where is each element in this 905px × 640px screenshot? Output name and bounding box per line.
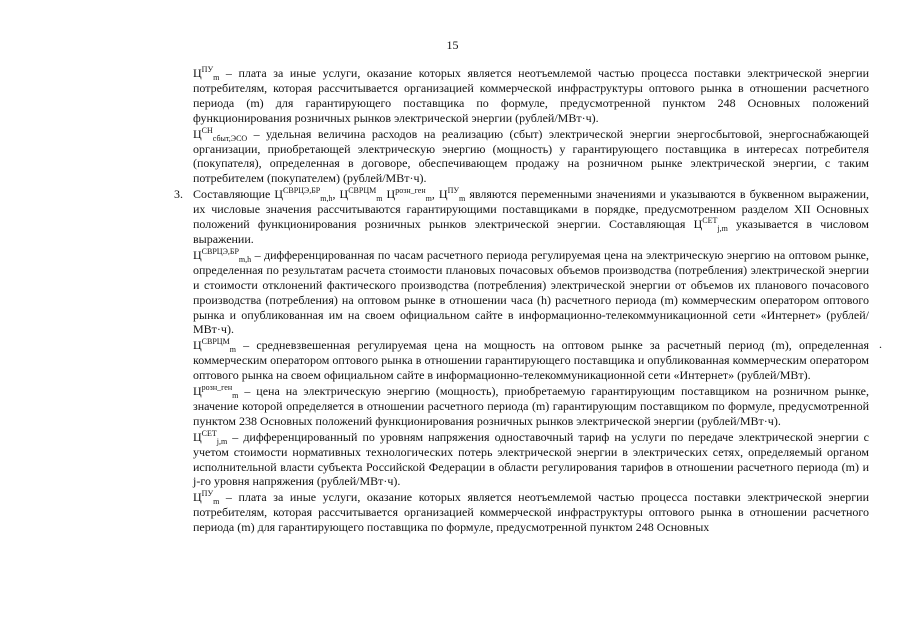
page-number: 15 bbox=[446, 38, 459, 52]
definition-text: – дифференцированная по часам расчетного периода регулируемая цена на электрическую энергию на оптовом рынке, определенная по результатам расчета стоимости плановых почасовых объемов производства (потребления) электрической энергии и стоимости отклонений фактического производства (потребления) электрической энергии от объемов их планового почасового производства (потребления) на оптовом рынке в отношении часа (h) расчетного периода (m) коммерческим оператором оптового рынка и опубликованная им на своем официальном сайте в информационно-телекоммуникационной сети «Интернет» (рублей/МВт·ч). bbox=[193, 247, 869, 337]
definition-paragraph-set bbox=[193, 430, 869, 490]
definition-paragraph-svrcz bbox=[193, 248, 869, 337]
symbol-c-rozn: $Ц^{розн\_ген}_m$ bbox=[386, 186, 432, 204]
item-text: являются переменными значениями и указываются в буквенном выражении, их числовые значения рассчитываются гарантирующими поставщиками в порядке, предусмотренном разделом XII Основных положений функционирования розничных рынков электрической энергии. Составляющая bbox=[193, 187, 869, 232]
symbol-c-svrcz: $Ц^{СВРЦЭ,БР}_{m,h}$ bbox=[193, 246, 252, 264]
symbol-c-svrcz: $Ц^{СВРЦЭ,БР}_{m,h}$ bbox=[274, 186, 333, 204]
definition-paragraph-pu-repeat bbox=[193, 490, 869, 535]
item-text: указывается в числовом выражении. bbox=[193, 217, 870, 246]
symbol-c-pu: $Ц^{ПУ}_m$ bbox=[438, 186, 466, 204]
symbol-c-pu: $Ц^{ПУ}_m$ bbox=[193, 65, 220, 82]
definition-paragraph-pu bbox=[193, 66, 869, 126]
definition-paragraph-rozn bbox=[193, 384, 869, 429]
symbol-c-svrcm: $Ц^{СВРЦМ}_m$ bbox=[193, 337, 236, 355]
item-text: Составляющие bbox=[193, 187, 275, 202]
definition-text: – плата за иные услуги, оказание которых является неотъемлемой частью процесса поставки электрической энергии потребителям, которая рассчитывается организацией коммерческой инфраструктуры оптового рынка в отношении расчетного периода (m) для гарантирующего поставщика по формуле, предусмотренной пунктом 248 Основных положений функционирования розничных рынков электрической энергии (рублей/МВт·ч). bbox=[193, 66, 869, 125]
definition-text: – дифференцированный по уровням напряжения одноставочный тариф на услуги по передаче электрической энергии с учетом стоимости нормативных технологических потерь электрической энергии в электрических сетях, определяемый органом исполнительной власти субъекта Российской Федерации в области регулирования тарифов в отношении расчетного периода (m) и j-го уровня напряжения (рублей/МВт·ч). bbox=[193, 429, 869, 489]
definition-text: – удельная величина расходов на реализацию (сбыт) электрической энергии энергосбытовой, энергоснабжающей организации, приобретающей электрическую энергию (мощность) у гарантирующего поставщика в интересах потребителя (покупателя), определенная в договоре, обеспечивающем продажу на розничном рынке электрической энергии, с таким потребителем (покупателем) (рублей/МВт·ч). bbox=[193, 126, 869, 186]
definition-text: – цена на электрическую энергию (мощность), приобретаемую гарантирующим поставщиком на розничном рынке, значение которой определяется в отношении расчетного периода (m) гарантирующим поставщиком по формуле, предусмотренной пунктом 238 Основных положений функционирования розничных рынков электрической энергии (рублей/МВт·ч). bbox=[193, 384, 869, 428]
definition-paragraph-sn bbox=[193, 127, 869, 187]
definition-text: – средневзвешенная регулируемая цена на мощность на оптовом рынке за расчетный период (m), определенная коммерческим оператором оптового рынка в отношении гарантирующего поставщика и опубликованная коммерческим оператором оптового рынка на своем официальном сайте в информационно-телекоммуникационной сети «Интернет» (рублей/МВт). bbox=[193, 338, 869, 383]
symbol-c-pu: $Ц^{ПУ}_m$ bbox=[193, 489, 220, 507]
symbol-c-set: $Ц^{СЕТ}_{j,m}$ bbox=[193, 428, 228, 446]
definition-paragraph-svrcm bbox=[193, 338, 869, 383]
symbol-c-set: $Ц^{СЕТ}_{j,m}$ bbox=[693, 216, 728, 234]
margin-mark: . bbox=[879, 337, 882, 351]
numbered-item-3: 3. Составляющие $Ц^{СВРЦЭ,БР}_{m,h}$, $Ц^{СВРЦМ}_m$ $Ц^{розн\_ген}_m$, $Ц^{ПУ}_m$ являются переменными значениями и указываются в буквенном выражении, их числовые значения рассчитываются гарантирующими поставщиками в порядке, предусмотренном разделом XII Основных положений функционирования розничных рынков электрической энергии. Составляющая $Ц^{СЕТ}_{j,m}$ указывается в числовом выражении. bbox=[174, 186, 870, 246]
item-number: 3. bbox=[174, 187, 183, 202]
symbol-c-sn: $Ц^{СН}_{сбыт,ЭСО}$ bbox=[193, 125, 248, 143]
document-body bbox=[174, 65, 870, 535]
symbol-c-rozn: $Ц^{розн\_ген}_m$ bbox=[193, 383, 239, 401]
definition-text: – плата за иные услуги, оказание которых является неотъемлемой частью процесса поставки электрической энергии потребителям, которая рассчитывается организацией коммерческой инфраструктуры оптового рынка в отношении расчетного периода (m) для гарантирующего поставщика по формуле, предусмотренной пунктом 248 Основных bbox=[193, 490, 869, 535]
symbol-c-svrcm: $Ц^{СВРЦМ}_m$ bbox=[339, 186, 383, 204]
